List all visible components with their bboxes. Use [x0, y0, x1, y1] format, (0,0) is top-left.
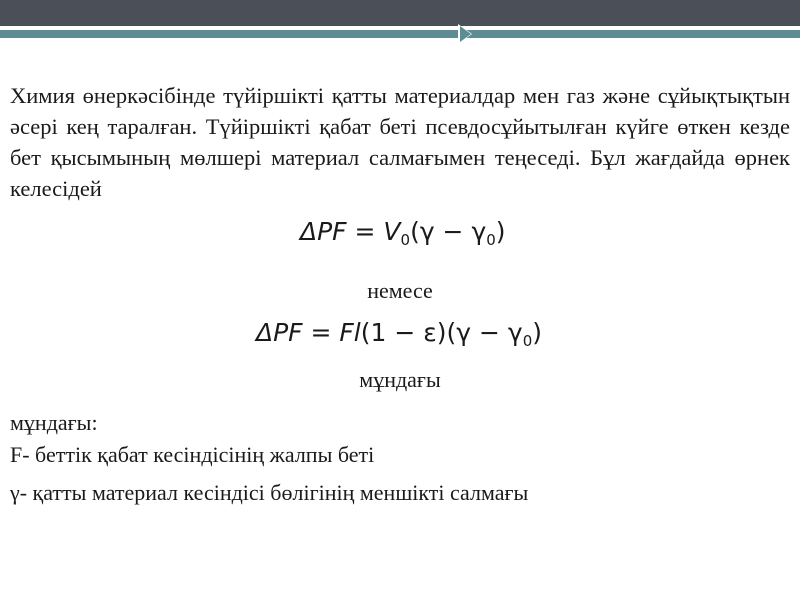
formula-1-v: V [383, 217, 401, 246]
formula-2-fl: Fl [339, 318, 361, 347]
formula-2-eq: = [302, 318, 340, 347]
formula-2 [256, 318, 542, 350]
formula-1-close: ) [495, 217, 506, 246]
formula-2-lhs: ΔPF [256, 318, 303, 347]
formula-1-v-sub: 0 [400, 231, 411, 249]
connector-nemese: немесе [367, 278, 433, 303]
formula-1 [300, 217, 506, 249]
accent-stripe [0, 30, 800, 38]
formula-1-eq: = [346, 217, 384, 246]
connector-mundagy: мұндағы [359, 367, 441, 392]
formula-2-mid: (1 − ε)(γ − γ [360, 318, 523, 347]
legend-title: мұндағы: [10, 410, 98, 435]
header-bar [0, 0, 800, 26]
formula-2-g-sub: 0 [522, 332, 533, 350]
formula-2-close: ) [532, 318, 542, 347]
legend-f: F- беттік қабат кесіндісінің жалпы беті [10, 442, 375, 467]
formula-1-paren: (γ − γ [410, 217, 487, 246]
formula-1-lhs: ΔPF [300, 217, 347, 246]
accent-arrow-icon [460, 26, 471, 42]
legend-gamma: γ- қатты материал кесіндісі бөлігінің меншікті салмағы [10, 480, 529, 505]
formula-1-g-sub: 0 [486, 231, 496, 249]
intro-paragraph: Химия өнеркәсібінде түйіршікті қатты материалдар мен газ және сұйықтықтын әсері кең таралған. Түйіршікті қабат беті псевдосұйытылған күйге өткен кезде бет қысымының мөлшері материал салмағымен теңеседі. Бұл жағдайда өрнек келесідей [10, 83, 790, 201]
